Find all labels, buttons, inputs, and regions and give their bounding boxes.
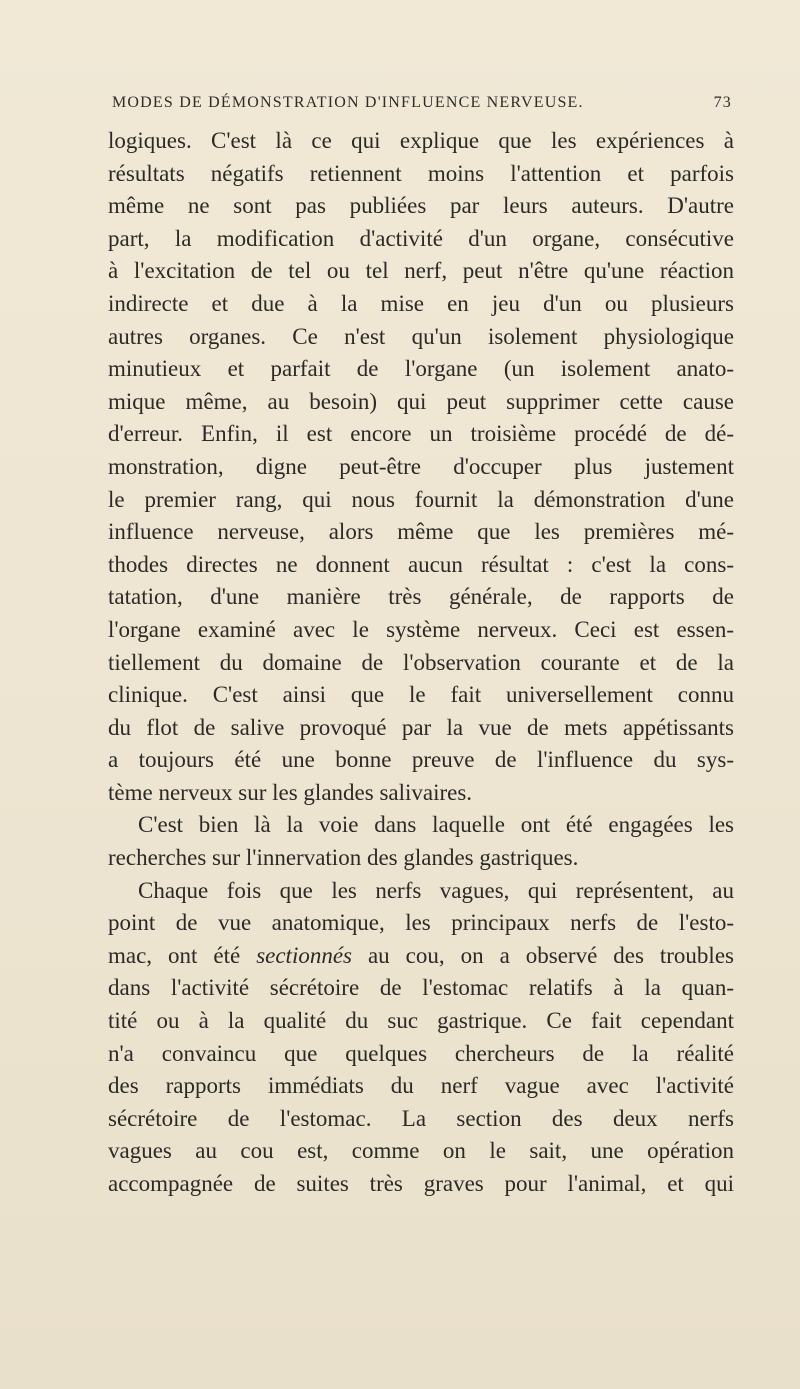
text-line: a toujours été une bonne preuve de l'influence du sys- — [108, 747, 734, 773]
text-line: des rapports immédiats du nerf vague avec l'activité — [108, 1073, 734, 1099]
emphasis-sectionnes: sectionnés — [256, 942, 352, 968]
text-line: tité ou à la qualité du suc gastrique. Ce fait cependant — [108, 1008, 734, 1034]
text-segment: mac, ont été — [108, 942, 257, 968]
text-line: mique même, au besoin) qui peut supprimer cette cause — [108, 388, 734, 414]
text-line: à l'excitation de tel ou tel nerf, peut n'être qu'une réaction — [108, 258, 734, 284]
text-line: résultats négatifs retiennent moins l'attention et parfois — [108, 160, 734, 186]
text-line: même ne sont pas publiées par leurs auteurs. D'autre — [108, 193, 734, 219]
text-line: du flot de salive provoqué par la vue de mets appétissants — [108, 714, 734, 740]
text-line-with-emphasis — [108, 940, 734, 973]
text-line: tiellement du domaine de l'observation courante et de la — [108, 649, 734, 675]
text-line: dans l'activité sécrétoire de l'estomac relatifs à la quan- — [108, 975, 734, 1001]
text-line: vagues au cou est, comme on le sait, une opération — [108, 1138, 734, 1164]
text-line: thodes directes ne donnent aucun résultat : c'est la cons- — [108, 551, 734, 577]
text-line: monstration, digne peut-être d'occuper plus justement — [108, 453, 734, 479]
text-line: sécrétoire de l'estomac. La section des deux nerfs — [108, 1105, 734, 1131]
text-line: part, la modification d'activité d'un organe, consécutive — [108, 225, 734, 251]
text-line: tatation, d'une manière très générale, de rapports de — [108, 584, 734, 610]
text-line: accompagnée de suites très graves pour l'animal, et qui — [108, 1171, 734, 1196]
text-line: indirecte et due à la mise en jeu d'un ou plusieurs — [108, 290, 734, 316]
text-line: le premier rang, qui nous fournit la démonstration d'une — [108, 486, 734, 512]
paragraph-end-line: tème nerveux sur les glandes salivaires. — [108, 779, 473, 805]
page-number: 73 — [713, 94, 732, 111]
text-line: clinique. C'est ainsi que le fait universellement connu — [108, 682, 734, 708]
text-line: autres organes. Ce n'est qu'un isolement physiologique — [108, 323, 734, 349]
text-segment: au cou, on a observé des troubles — [352, 942, 734, 968]
text-line: minutieux et parfait de l'organe (un isolement anato- — [108, 356, 734, 382]
text-line: l'organe examiné avec le système nerveux. Ceci est essen- — [108, 616, 734, 642]
running-title: MODES DE DÉMONSTRATION D'INFLUENCE NERVEUSE. — [112, 94, 584, 111]
paragraph-start-line: C'est bien là la voie dans laquelle ont été engagées les — [138, 812, 734, 838]
text-line: logiques. C'est là ce qui explique que les expériences à — [108, 128, 734, 153]
text-line: influence nerveuse, alors même que les premières mé- — [108, 519, 734, 545]
running-head — [112, 94, 732, 120]
text-line: n'a convaincu que quelques chercheurs de la réalité — [108, 1040, 734, 1066]
paragraph-end-line: recherches sur l'innervation des glandes gastriques. — [108, 845, 579, 871]
text-line: point de vue anatomique, les principaux nerfs de l'esto- — [108, 910, 734, 936]
body-text — [108, 125, 734, 1201]
text-line: d'erreur. Enfin, il est encore un troisième procédé de dé- — [108, 421, 734, 447]
paragraph-start-line: Chaque fois que les nerfs vagues, qui représentent, au — [138, 877, 734, 903]
